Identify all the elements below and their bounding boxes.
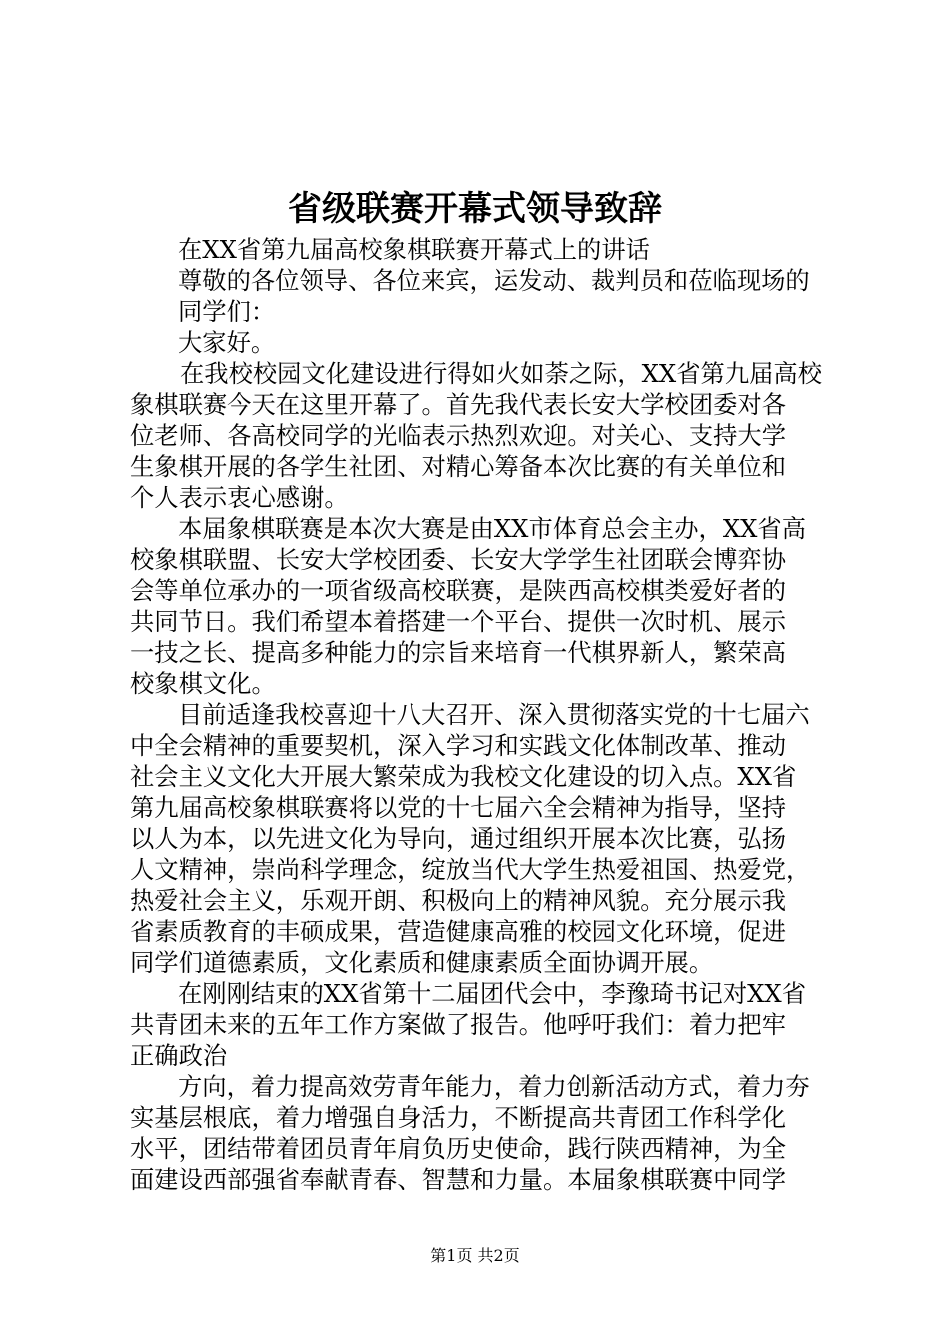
paragraph-line: 社会主义文化大开展大繁荣成为我校文化建设的切入点。XX省	[130, 762, 797, 791]
paragraph-line: 个人表示衷心感谢。	[130, 483, 349, 512]
speech-heading: 在XX省第九届高校象棋联赛开幕式上的讲话	[178, 235, 650, 264]
salutation-line: 尊敬的各位领导、各位来宾，运发动、裁判员和莅临现场的	[178, 266, 810, 295]
paragraph-line: 共青团未来的五年工作方案做了报告。他呼吁我们：着力把牢	[130, 1010, 787, 1039]
paragraph-line: 会等单位承办的一项省级高校联赛，是陕西高校棋类爱好者的	[130, 576, 787, 605]
paragraph-line: 中全会精神的重要契机，深入学习和实践文化体制改革、推动	[130, 731, 787, 760]
paragraph-line: 在刚刚结束的XX省第十二届团代会中，李豫琦书记对XX省	[178, 979, 807, 1008]
document-body	[130, 234, 842, 1195]
paragraph-line: 省素质教育的丰硕成果，营造健康高雅的校园文化环境，促进	[130, 917, 787, 946]
salutation-line: 同学们：	[178, 297, 276, 326]
paragraph-line: 校象棋文化。	[130, 669, 276, 698]
paragraph-line: 实基层根底，着力增强自身活力，不断提高共青团工作科学化	[130, 1103, 787, 1132]
paragraph-line: 人文精神，崇尚科学理念，绽放当代大学生热爱祖国、热爱党，	[130, 855, 811, 884]
paragraph-line: 校象棋联盟、长安大学校团委、长安大学学生社团联会博弈协	[130, 545, 787, 574]
paragraph-line: 水平，团结带着团员青年肩负历史使命，践行陕西精神，为全	[130, 1134, 787, 1163]
paragraph-line: 正确政治	[130, 1041, 228, 1070]
paragraph-line: 位老师、各高校同学的光临表示热烈欢迎。对关心、支持大学	[130, 421, 787, 450]
paragraph-line: 生象棋开展的各学生社团、对精心筹备本次比赛的有关单位和	[130, 452, 787, 481]
paragraph-line: 象棋联赛今天在这里开幕了。首先我代表长安大学校团委对各	[130, 390, 787, 419]
paragraph-line: 在我校校园文化建设进行得如火如荼之际，XX省第九届高校	[180, 359, 823, 388]
paragraph-line: 一技之长、提高多种能力的宗旨来培育一代棋界新人，繁荣高	[130, 638, 787, 667]
paragraph-line: 目前适逢我校喜迎十八大召开、深入贯彻落实党的十七届六	[178, 700, 810, 729]
paragraph-line: 共同节日。我们希望本着搭建一个平台、提供一次时机、展示	[130, 607, 787, 636]
paragraph-line: 面建设西部强省奉献青春、智慧和力量。本届象棋联赛中同学	[130, 1165, 787, 1194]
page-number-footer: 第1页 共2页	[430, 1246, 520, 1265]
paragraph-line: 以人为本，以先进文化为导向，通过组织开展本次比赛，弘扬	[130, 824, 787, 853]
paragraph-line: 方向，着力提高效劳青年能力，着力创新活动方式，着力夯	[178, 1072, 810, 1101]
paragraph-line: 同学们道德素质，文化素质和健康素质全面协调开展。	[130, 948, 714, 977]
paragraph-line: 本届象棋联赛是本次大赛是由XX市体育总会主办，XX省高	[178, 514, 807, 543]
paragraph-line: 热爱社会主义，乐观开朗、积极向上的精神风貌。充分展示我	[130, 886, 787, 915]
greeting-line: 大家好。	[178, 328, 276, 357]
paragraph-line: 第九届高校象棋联赛将以党的十七届六全会精神为指导，坚持	[130, 793, 787, 822]
document-title: 省级联赛开幕式领导致辞	[288, 189, 662, 229]
